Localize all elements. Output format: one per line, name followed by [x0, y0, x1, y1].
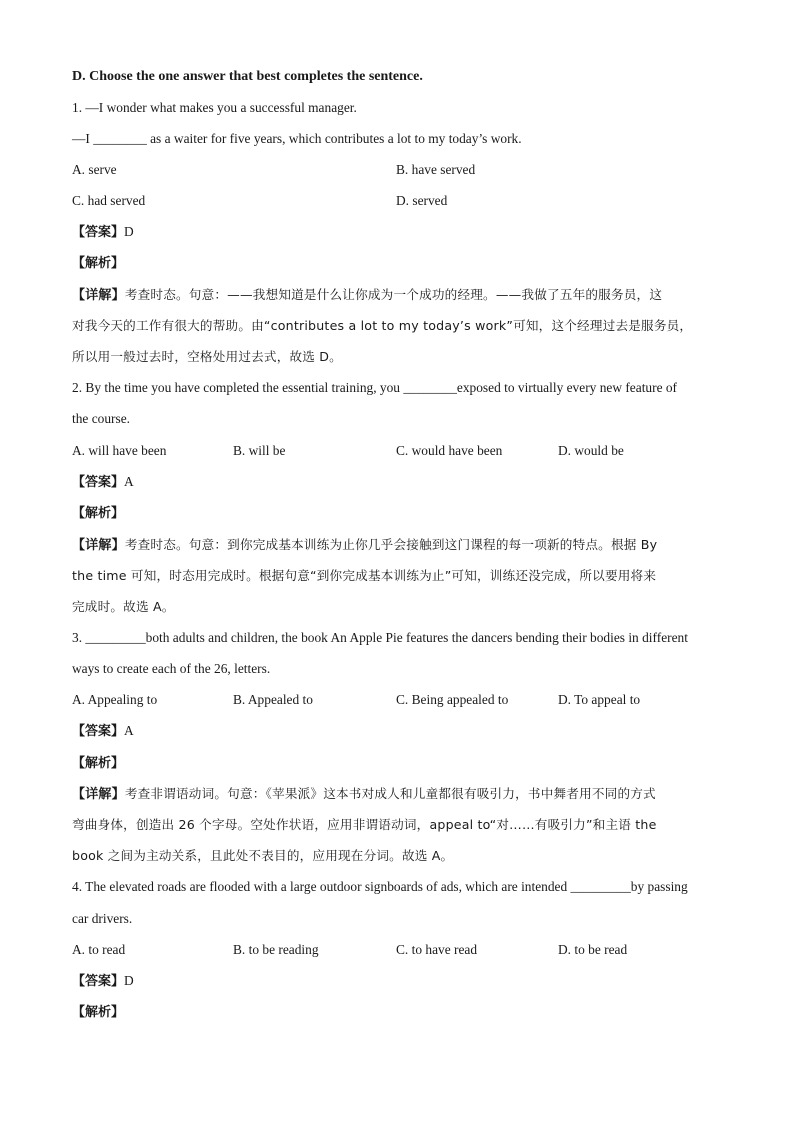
q2-option-c: C. would have been [396, 443, 503, 458]
q2-detail-line-1 [72, 536, 657, 555]
answer-label: 【答案】 [72, 475, 125, 490]
q1-option-a: A. serve [72, 162, 117, 177]
q1-answer [72, 223, 134, 242]
q3-detail-line-2: 弯曲身体，创造出 26 个字母。空处作状语，应用非谓语动词，appeal to“对……有吸引力”和主语 the [72, 817, 657, 832]
q4-stem: 4. The elevated roads are flooded with a large outdoor signboards of ads, which are intended _________by passing [72, 879, 688, 894]
q1-answer-value: D [124, 224, 134, 239]
answer-label: 【答案】 [72, 225, 125, 240]
q1-option-c: C. had served [72, 193, 146, 208]
q2-option-a: A. will have been [72, 443, 167, 458]
q1-detail-line-3: 所以用一般过去时，空格处用过去式，故选 D。 [72, 349, 342, 364]
answer-label: 【答案】 [72, 724, 125, 739]
q2-analysis [72, 504, 124, 523]
q1-detail-text-1: 考查时态。句意：——我想知道是什么让你成为一个成功的经理。——我做了五年的服务员，这 [124, 287, 663, 302]
q2-detail-text-1: 考查时态。句意：到你完成基本训练为止你几乎会接触到这门课程的每一项新的特点。根据 By [124, 537, 658, 552]
q2-detail-line-3: 完成时。故选 A。 [72, 599, 175, 614]
q3-detail-line-1 [72, 785, 656, 804]
q1-detail-line-2: 对我今天的工作有很大的帮助。由“contributes a lot to my today’s work”可知，这个经理过去是服务员， [72, 318, 693, 333]
q3-stem-line2: ways to create each of the 26, letters. [72, 661, 271, 676]
q3-detail-text-1: 考查非谓语动词。句意：《苹果派》这本书对成人和儿童都很有吸引力，书中舞者用不同的方式 [124, 786, 656, 801]
answer-label: 【答案】 [72, 974, 125, 989]
detail-label: 【详解】 [72, 538, 125, 553]
q3-answer [72, 722, 134, 741]
q3-option-d: D. To appeal to [558, 692, 641, 707]
q1-detail-line-1 [72, 286, 662, 305]
analysis-label: 【解析】 [72, 1005, 125, 1020]
q4-option-c: C. to have read [396, 942, 478, 957]
analysis-label: 【解析】 [72, 506, 125, 521]
analysis-label: 【解析】 [72, 756, 125, 771]
q4-analysis [72, 1003, 124, 1022]
q3-option-a: A. Appealing to [72, 692, 158, 707]
detail-label: 【详解】 [72, 787, 125, 802]
q4-answer-value: D [124, 973, 134, 988]
q2-stem: 2. By the time you have completed the essential training, you ________exposed to virtually every new feature of [72, 380, 678, 395]
q1-stem-line2: —I ________ as a waiter for five years, which contributes a lot to my today’s work. [72, 131, 522, 146]
q2-answer [72, 473, 134, 492]
detail-label: 【详解】 [72, 288, 125, 303]
q1-stem: 1. —I wonder what makes you a successful manager. [72, 100, 357, 115]
q4-option-b: B. to be reading [233, 942, 319, 957]
q2-option-b: B. will be [233, 443, 286, 458]
analysis-label: 【解析】 [72, 256, 125, 271]
q1-option-d: D. served [396, 193, 448, 208]
q3-analysis [72, 754, 124, 773]
q3-stem: 3. _________both adults and children, the book An Apple Pie features the dancers bending their bodies in different [72, 630, 688, 645]
q1-option-b: B. have served [396, 162, 476, 177]
q4-stem-line2: car drivers. [72, 911, 133, 926]
q2-stem-line2: the course. [72, 411, 131, 426]
q4-option-a: A. to read [72, 942, 126, 957]
q1-analysis [72, 254, 124, 273]
q3-detail-line-3: book 之间为主动关系，且此处不表目的，应用现在分词。故选 A。 [72, 848, 454, 863]
q3-option-c: C. Being appealed to [396, 692, 509, 707]
q2-answer-value: A [124, 474, 134, 489]
q2-option-d: D. would be [558, 443, 624, 458]
q3-option-b: B. Appealed to [233, 692, 313, 707]
q2-detail-line-2: the time 可知，时态用完成时。根据句意“到你完成基本训练为止”可知，训练还没完成，所以要用将来 [72, 568, 657, 583]
section-title: D. Choose the one answer that best completes the sentence. [72, 69, 423, 84]
q4-answer [72, 972, 134, 991]
q3-answer-value: A [124, 723, 134, 738]
q4-option-d: D. to be read [558, 942, 628, 957]
